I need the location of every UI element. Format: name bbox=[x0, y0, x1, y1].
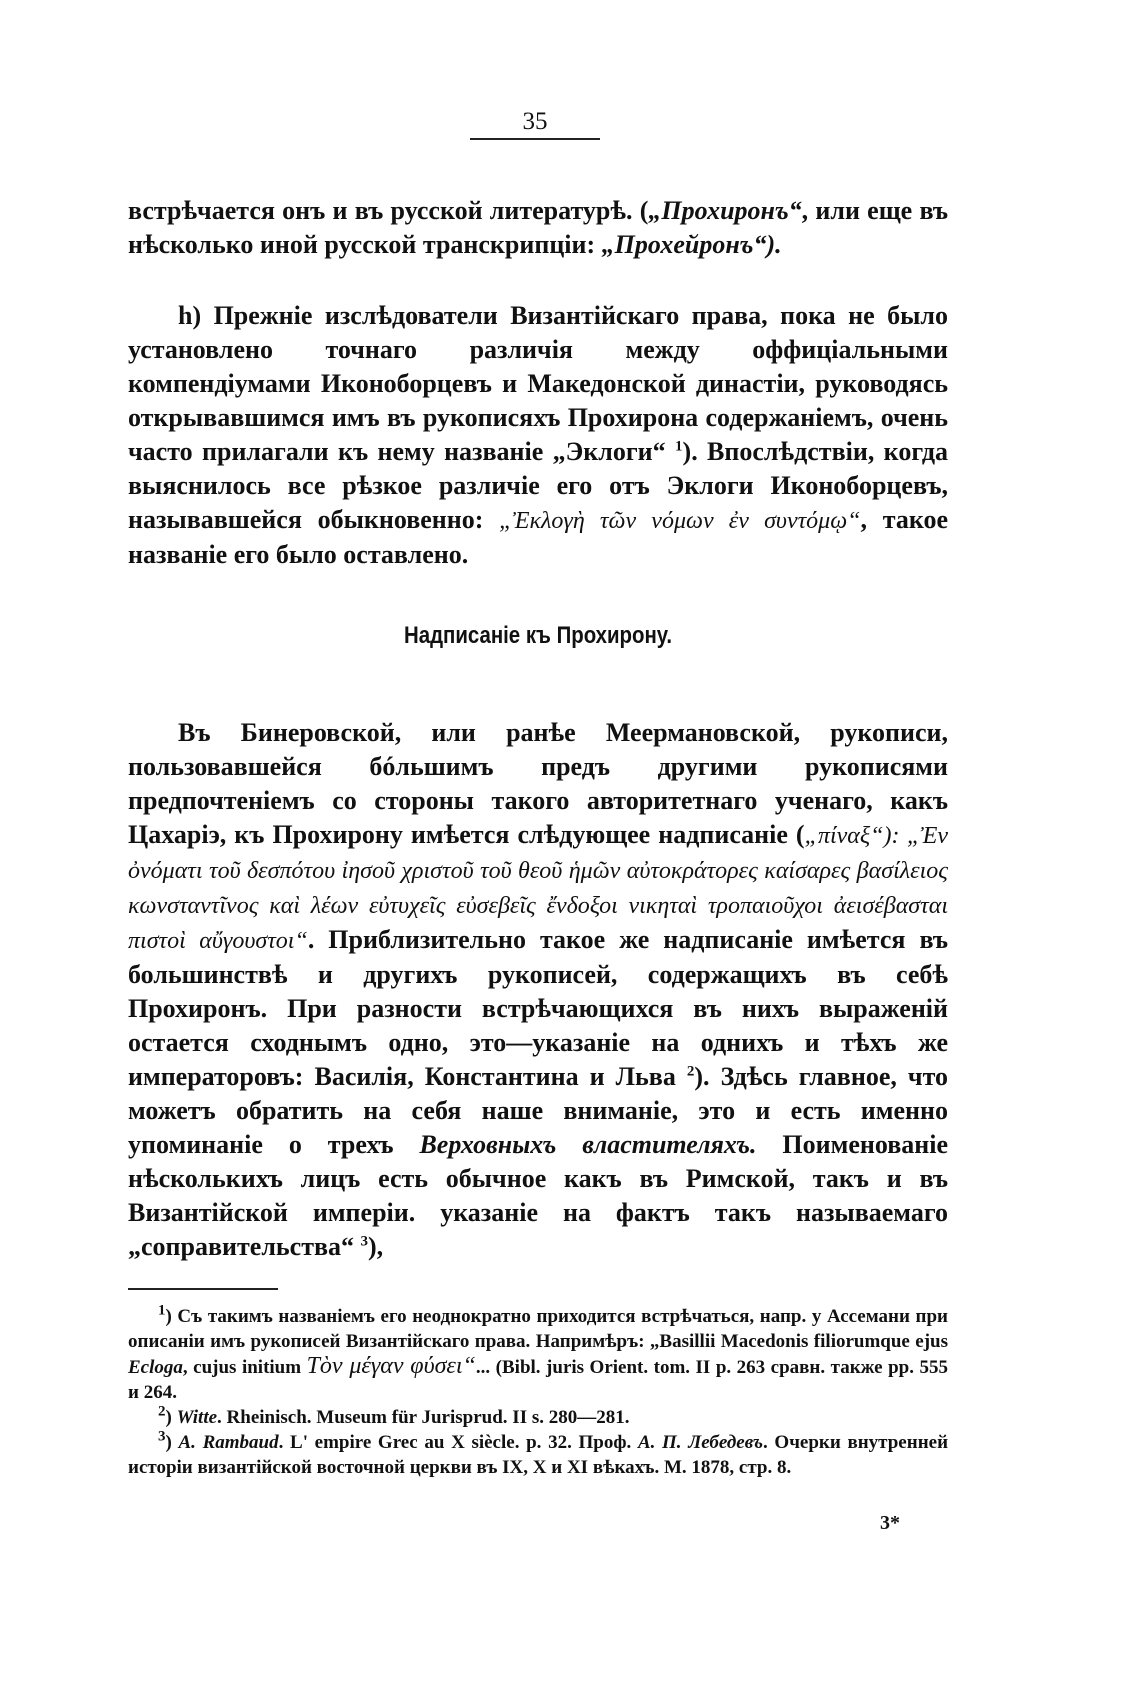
text-italic: Ecloga bbox=[128, 1357, 183, 1378]
footnote-mark: 2 bbox=[158, 1403, 166, 1420]
text: ) bbox=[165, 1407, 177, 1428]
author-name: A. Rambaud bbox=[178, 1432, 279, 1453]
footnote-divider bbox=[128, 1288, 278, 1290]
paragraph-continuation bbox=[128, 194, 948, 262]
term-prokhiron: „Прохиронъ“ bbox=[648, 196, 802, 225]
greek-inscription: „πίναξ“): „Ἐν ὀνόματι τοῦ δεσπότου ἰησοῦ χριστοῦ τοῦ θεοῦ ἡμῶν αὐτοκράτορες καίσαρες βασίλειος κωνσταντῖνος καὶ λέων εὐτυχεῖς εὐσεβεῖς ἔνδοξοι νικηταὶ τροπαιοῦχοι ἀεισέβασται πιστοὶ αὔγουστοι“ bbox=[128, 823, 949, 954]
text: . Очерки внутренней исторіи византійской восточной церкви въ IX, X и XI вѣкахъ. М. 1878, стр. 8. bbox=[128, 1432, 949, 1478]
text: . Rheinisch. Museum für Jurisprud. II s. 280—281. bbox=[217, 1407, 630, 1428]
text: , такое названіе его было оставлено. bbox=[128, 505, 948, 569]
footnote-ref-2: 2 bbox=[686, 1063, 695, 1080]
footnote-mark: 3 bbox=[158, 1428, 166, 1445]
term-rulers: Верховныхъ властителяхъ. bbox=[419, 1130, 757, 1159]
text: Въ Бинеровской, или ранѣе Меермановской, рукописи, пользовавшейся бóльшимъ предъ другими рукописями предпочтеніемъ со стороны такого авторитетнаго ученаго, какъ Цахаріэ, къ Прохирону имѣется слѣдующее надписаніе ( bbox=[128, 718, 948, 849]
footnote-ref-1: 1 bbox=[675, 438, 683, 455]
footnote-mark: 1 bbox=[158, 1302, 166, 1319]
text: ... (Bibl. juris Orient. tom. II p. 263 сравн. также pp. 555 и 264. bbox=[128, 1357, 948, 1403]
page-number: 35 bbox=[470, 108, 600, 140]
signature-mark: 3* bbox=[880, 1512, 900, 1534]
greek-title: „Ἐκλογὴ τῶν νόμων ἐν συντόμῳ“ bbox=[499, 508, 861, 534]
text: , или еще въ нѣсколько иной русской транскрипціи: bbox=[128, 196, 948, 259]
text: ) Съ такимъ названіемъ его неоднократно приходится встрѣчаться, напр. у Ассемани при описаніи имъ рукописей Византійскаго права. Напримѣръ: „Basillii Macedonis filiorumque ejus bbox=[128, 1306, 948, 1352]
author-name: Witte bbox=[176, 1407, 218, 1428]
term-prokheiron: „Прохейронъ“). bbox=[601, 230, 782, 259]
author-name: А. П. Лебедевъ bbox=[637, 1432, 763, 1453]
text: ). Впослѣдствіи, когда выяснилось все рѣзкое различіе его отъ Эклоги Иконоборцевъ, называвшейся обыкновенно: bbox=[128, 437, 948, 534]
footnote-ref-3: 3 bbox=[360, 1233, 369, 1250]
text: встрѣчается онъ и въ русской литературѣ. ( bbox=[128, 196, 649, 225]
text: Поименованіе нѣсколькихъ лицъ есть обычное какъ въ Римской, такъ и въ Византійской имперіи. указаніе на фактъ такъ называемаго „соправительства“ bbox=[128, 1130, 949, 1261]
text: ), bbox=[368, 1232, 384, 1261]
footnote-3 bbox=[128, 1430, 948, 1480]
text: . Приблизительно такое же надписаніе имѣется въ большинствѣ и другихъ рукописей, содержащихъ въ себѣ Прохиронъ. При разности встрѣчающихся въ нихъ выраженій остается сходнымъ одно, это—указаніе на однихъ и тѣхъ же императоровъ: Василія, Константина и Льва bbox=[128, 925, 949, 1091]
text: . L' empire Grec au X siècle. p. 32. Проф. bbox=[278, 1432, 638, 1453]
paragraph-h bbox=[128, 299, 948, 572]
text: , cujus initium bbox=[182, 1357, 307, 1378]
section-heading: Надписаніе къ Прохирону. bbox=[403, 622, 673, 649]
footnote-2 bbox=[128, 1405, 948, 1430]
paragraph-inscription bbox=[128, 716, 948, 1264]
text: h) Прежніе изслѣдователи Византійскаго права, пока не было установлено точнаго различія между оффиціальными компендіумами Иконоборцевъ и Македонской династіи, руководясь открывавшимся имъ въ рукописяхъ Прохирона содержаніемъ, очень часто прилагали къ нему названіе „Эклоги“ bbox=[128, 301, 948, 466]
greek-text: Τὸν μέγαν φύσει“ bbox=[306, 1353, 476, 1379]
footnote-1 bbox=[128, 1304, 948, 1405]
footnotes bbox=[128, 1304, 948, 1480]
text: ). Здѣсь главное, что можетъ обратить на себя наше вниманіе, это и есть именно упоминаніе о трехъ bbox=[128, 1062, 948, 1159]
text: ) bbox=[165, 1432, 179, 1453]
